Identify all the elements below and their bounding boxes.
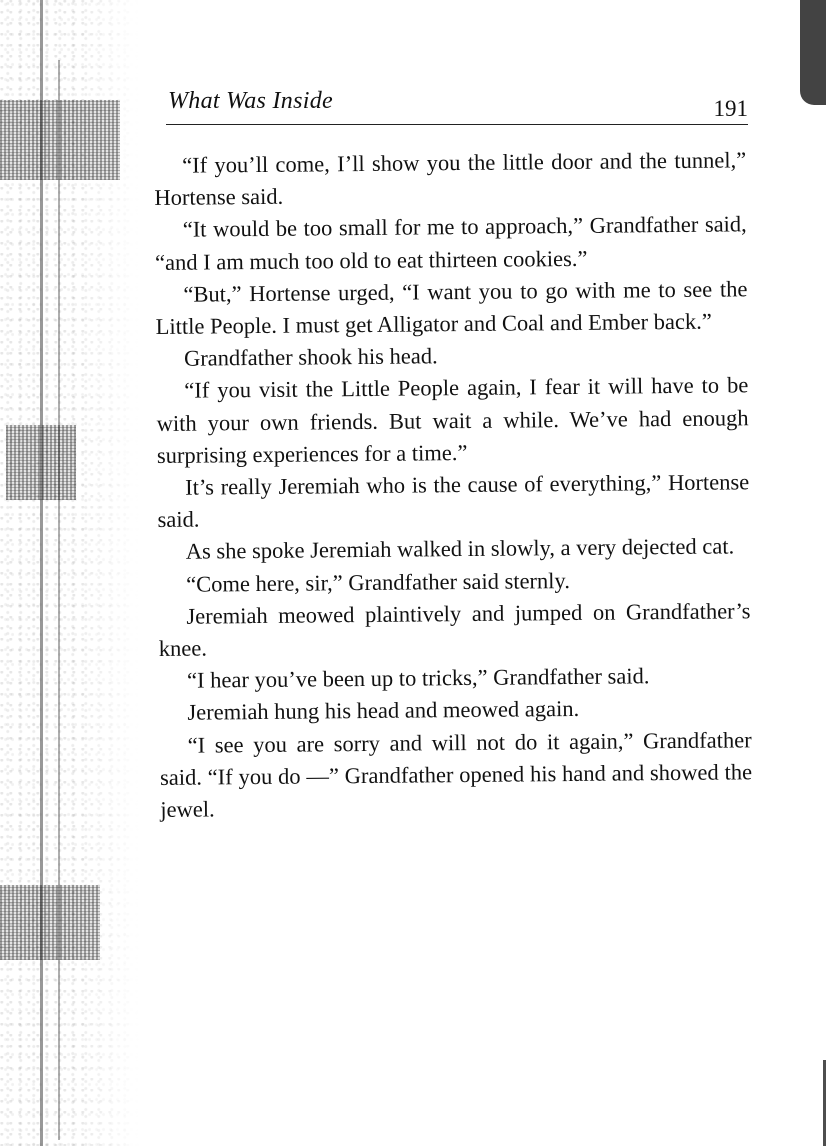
body-text	[154, 144, 752, 826]
paragraph: Jeremiah meowed plaintively and jumped on Grandfather’s knee.	[158, 598, 751, 662]
scan-smudge-top	[0, 100, 120, 180]
paragraph: “But,” Hortense urged, “I want you to go with me to see the Little People. I must get Alligator and Coal and Ember back.”	[155, 276, 748, 340]
binding-line-left	[40, 0, 43, 1146]
scan-smudge-bottom	[0, 885, 100, 960]
page-header	[166, 86, 748, 126]
binding-line-inner	[58, 60, 60, 1140]
page-number: 191	[713, 96, 748, 121]
paragraph: “I see you are sorry and will not do it again,” Grandfather said. “If you do —” Grandfather opened his hand and showed the jewel.	[159, 726, 753, 823]
paragraph: “It would be too small for me to approach,” Grandfather said, “and I am much too old to eat thirteen cookies.”	[154, 211, 747, 275]
page-edge-top-right	[800, 0, 826, 105]
running-head: What Was Inside	[168, 88, 333, 114]
paragraph: Jeremiah hung his head and meowed again.	[187, 696, 580, 726]
paragraph: As she spoke Jeremiah walked in slowly, a very dejected cat.	[185, 533, 735, 565]
header-rule	[166, 124, 748, 125]
paragraph: “If you visit the Little People again, I fear it will have to be with your own friends. But wait a while. We’ve had enough surprising experiences for a time.”	[156, 372, 749, 468]
paragraph: “I hear you’ve been up to tricks,” Grandfather said.	[186, 663, 650, 693]
paragraph: “Come here, sir,” Grandfather said sternly.	[186, 567, 571, 597]
paragraph: It’s really Jeremiah who is the cause of everything,” Hortense said.	[157, 469, 750, 533]
paragraph: “If you’ll come, I’ll show you the little door and the tunnel,” Hortense said.	[154, 147, 747, 211]
paragraph: Grandfather shook his head.	[183, 343, 438, 371]
